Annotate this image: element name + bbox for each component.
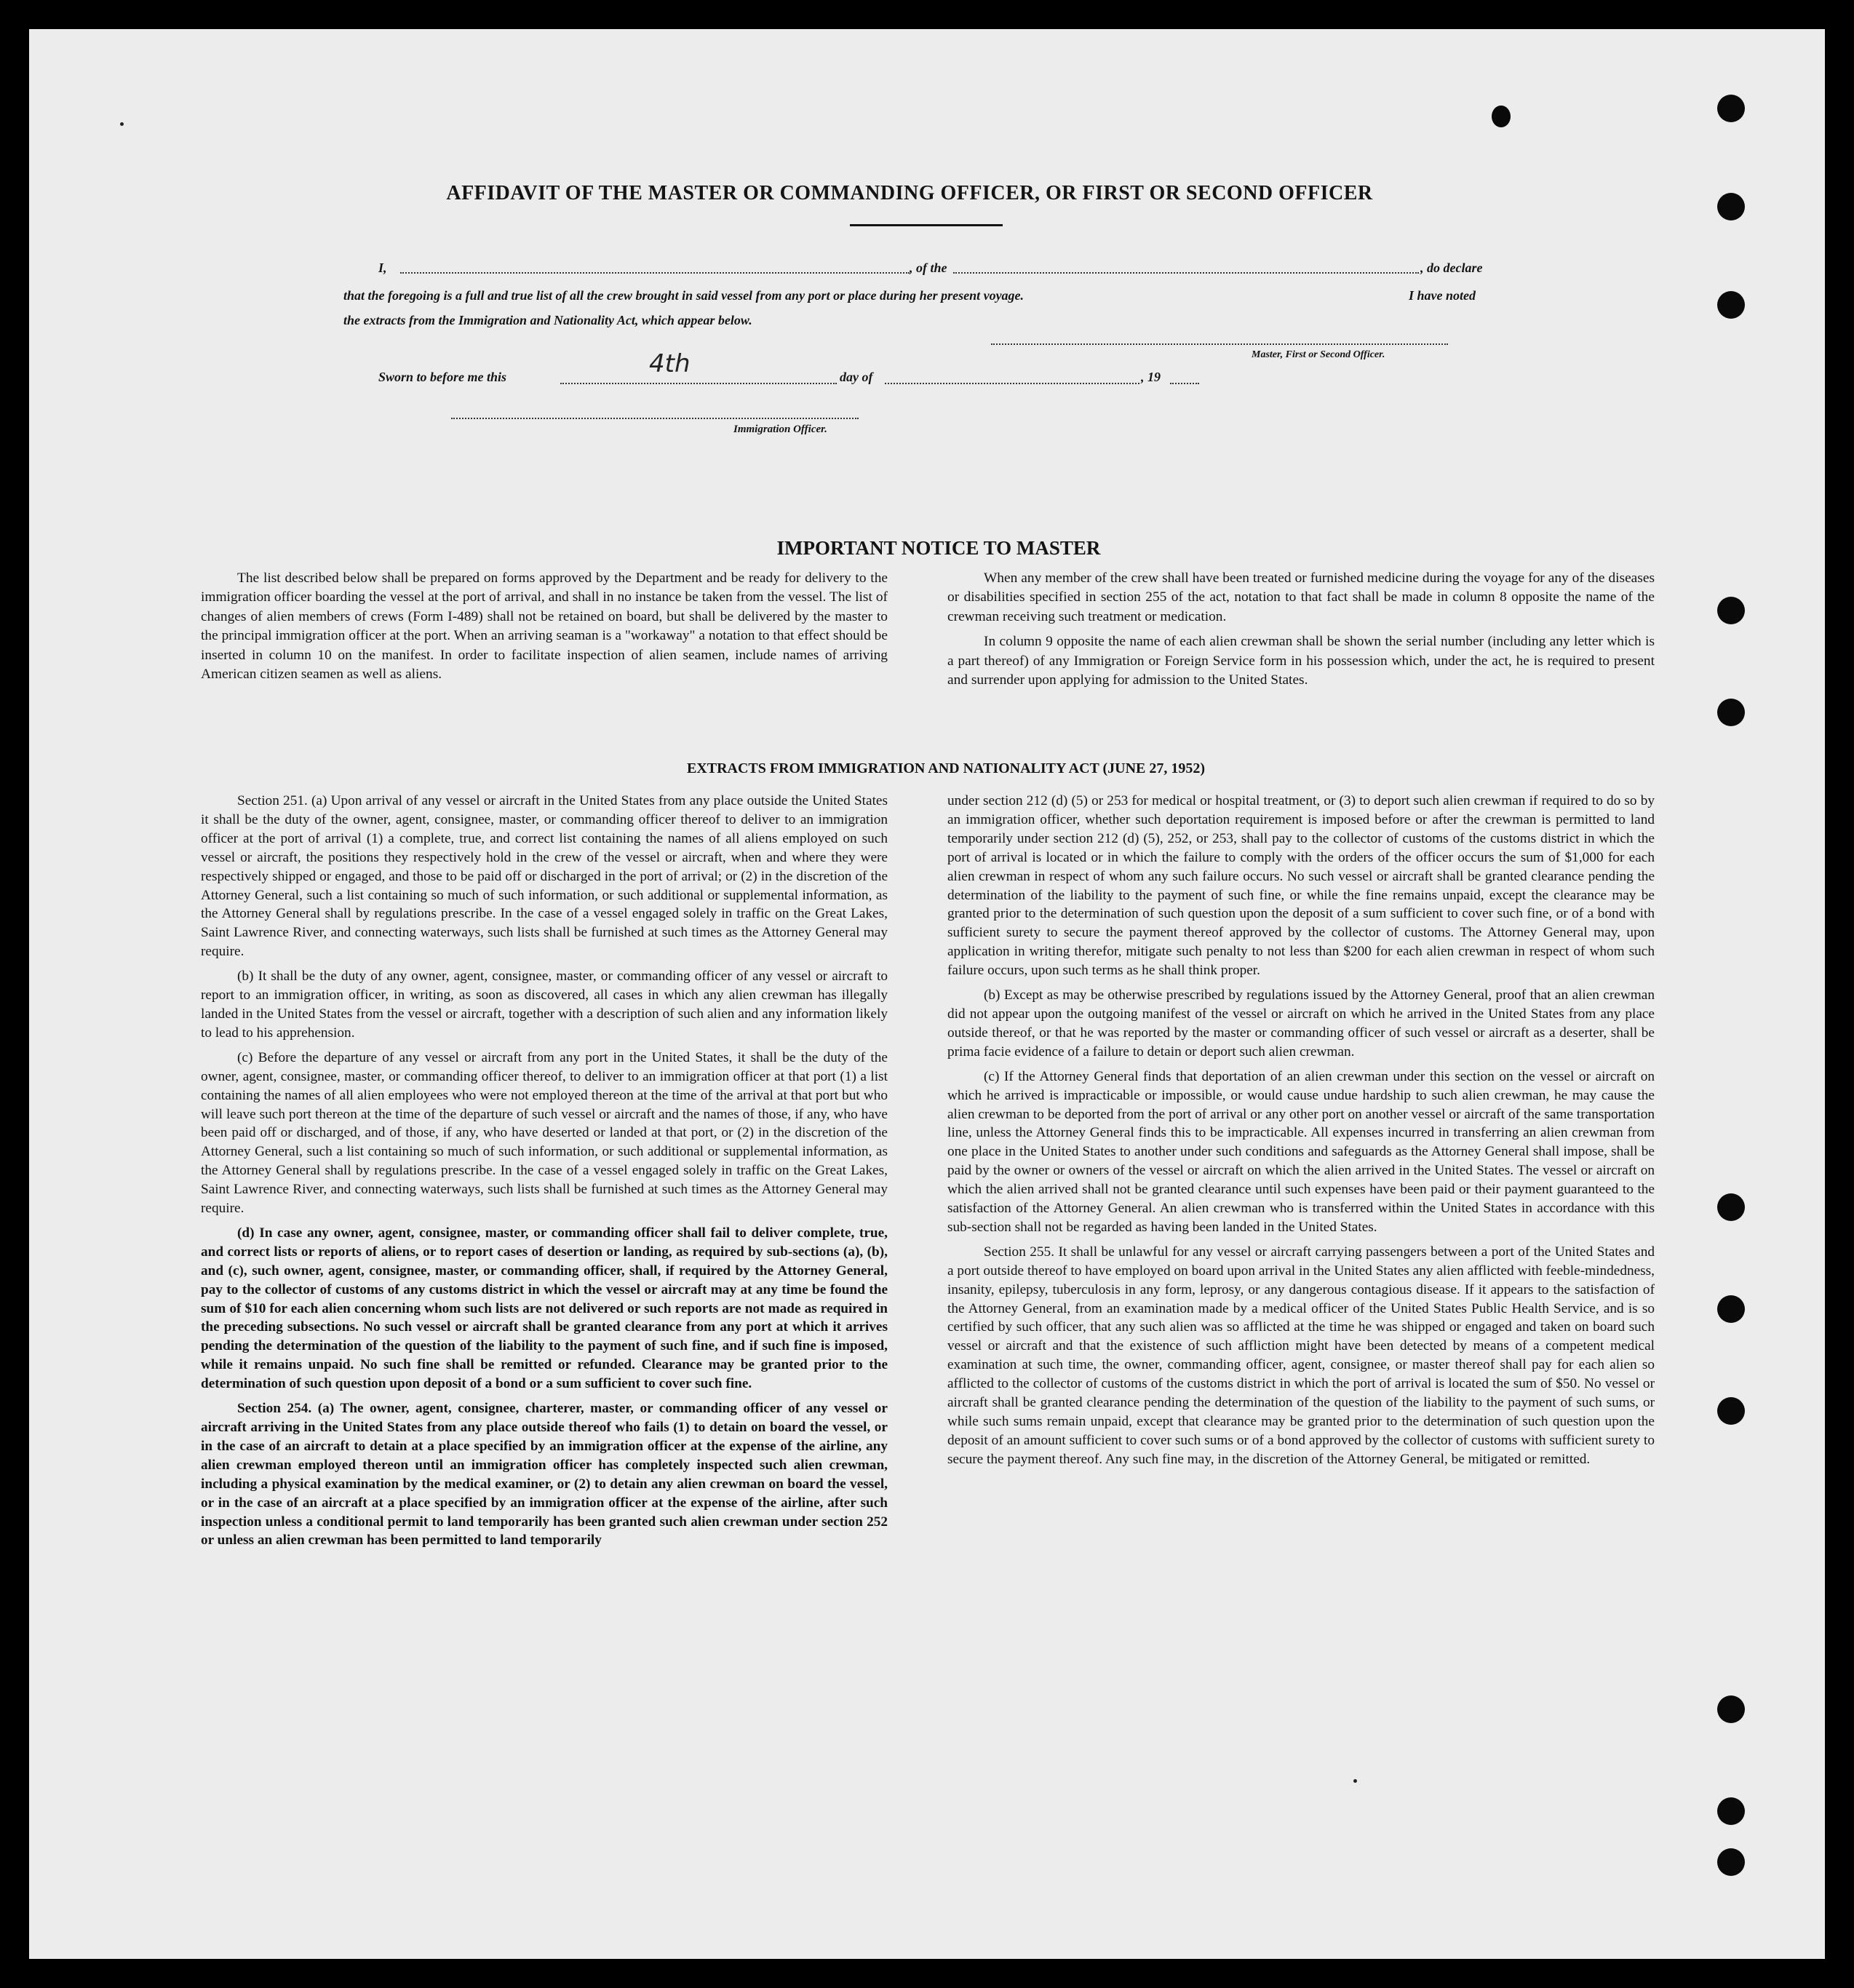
month-line[interactable] — [885, 383, 1139, 384]
punch-hole — [1717, 193, 1745, 220]
extracts-title: EXTRACTS FROM IMMIGRATION AND NATIONALITY ACT (JUNE 27, 1952) — [686, 760, 1206, 776]
notice-title: IMPORTANT NOTICE TO MASTER — [776, 537, 1101, 559]
notice-right-paragraph-1: When any member of the crew shall have been treated or furnished medicine during the voyage for any of the diseases or disabilities specified in section 255 of the act, notation to that fact shall be made in column 8 opposite the name of the crewman receiving such treatment or medication. — [947, 570, 1655, 624]
section-254-a-continued: under section 212 (d) (5) or 253 for medical or hospital treatment, or (3) to deport such alien crewman if required to do so by an immigration officer, whether such deportation requirement is imposed before or after the crewman is permitted to land temporarily under section 212 (d) (5), 252, or 253, shall pay to the collector of customs of the customs district in which the port of arrival is located or in which the failure to comply with the orders of the officer occurs the sum of $1,000 for each alien crewman in respect of whom any such failure occurs. No such vessel or aircraft shall be granted clearance pending the determination of the liability to the payment of such fine, or while the fine remains unpaid, except the clearance may be granted prior to the determination of such question upon the deposit of a sum sufficient to cover such fine, or of a bond with sufficient surety to secure the payment thereof approved by the collector of customs. The Attorney General may, upon application in writing therefor, mitigate such penalty to not less than $200 for each alien crewman in respect of whom such failure occurs, upon such terms as he shall think proper. — [947, 793, 1655, 979]
notice-right-paragraph-2: In column 9 opposite the name of each alien crewman shall be shown the serial number (including any letter which is a part thereof) of any Immigration or Foreign Service form in his possession which, under the act, he is required to present and surrender upon applying for admission to the United States. — [947, 634, 1655, 688]
notice-left-column — [201, 569, 888, 690]
section-254-c: (c) If the Attorney General finds that deportation of an alien crewman under this section on the vessel or aircraft on which he arrived is impracticable or impossible, or would cause undue hardship to such alien crewman, he may cause the alien crewman to be deported from the port of arrival or any other port on another vessel or aircraft of the same transportation line, unless the Attorney General finds this to be impracticable. All expenses incurred in transferring an alien crewman from one place in the United States to another under such conditions and safeguards as the Attorney General shall impose, shall be paid by the owner or owners of the vessel or aircraft on which the alien arrived in the United States. The vessel or aircraft on which the alien arrived shall not be granted clearance until such expenses have been paid or their payment guaranteed to the satisfaction of the Attorney General. An alien crewman who is transferred within the United States in accordance with this sub-section shall not be regarded as having been landed in the United States. — [947, 1068, 1655, 1235]
year-prefix: , 19 — [1141, 370, 1161, 384]
title-underline — [850, 224, 1003, 226]
punch-hole — [1717, 1397, 1745, 1425]
declaration-line-2: that the foregoing is a full and true list of all the crew brought in said vessel from any port or place during her present voyage. — [343, 288, 1025, 303]
punch-hole — [1717, 597, 1745, 624]
name-line[interactable] — [400, 272, 910, 274]
master-label: Master, First or Second Officer. — [1252, 349, 1385, 360]
sworn-label: Sworn to before me this — [378, 370, 507, 384]
notice-right-column — [947, 569, 1655, 696]
section-254-a: Section 254. (a) The owner, agent, consignee, charterer, master, or commanding officer of any vessel or aircraft arriving in the United States from any place outside thereof who fails (1) to detain on board the vessel, or in the case of an aircraft to detain at a place specified by an immigration officer at the expense of the airline, any alien crewman employed thereon until an immigration officer has completely inspected such alien crewman, including a physical examination by the medical examiner, or (2) to detain any alien crewman on board the vessel, or in the case of an aircraft at a place specified by an immigration officer at the expense of the airline, after such inspection unless a conditional permit to land temporarily has been granted such alien crewman under section 252 or unless an alien crewman has been permitted to land temporarily — [201, 1401, 888, 1548]
declaration-of-the: , of the — [910, 261, 947, 275]
declaration-i: I, — [378, 261, 387, 275]
declaration-line-3: the extracts from the Immigration and Nationality Act, which appear below. — [343, 313, 752, 327]
day-of-label: day of — [840, 370, 873, 384]
immigration-officer-signature-line[interactable] — [451, 418, 859, 419]
sworn-day-line[interactable] — [560, 383, 837, 384]
declaration-line-2b: I have noted — [1409, 288, 1476, 303]
punch-hole — [1492, 106, 1511, 127]
punch-hole — [1717, 1848, 1745, 1876]
speck — [1353, 1779, 1357, 1783]
section-251-d: (d) In case any owner, agent, consignee, master, or commanding officer shall fail to deliver complete, true, and correct lists or reports of aliens, or to report cases of desertion or landing, as required by sub-sections (a), (b), and (c), such owner, agent, consignee, master, or commanding officer, shall, if required by the Attorney General, pay to the collector of customs of any customs district in which the vessel or aircraft may at any time be found the sum of $10 for each alien concerning whom such lists are not delivered or such reports are not made as required in the preceding subsections. No such vessel or aircraft shall be granted clearance from any port at which it arrives pending the determination of the question of the liability to the payment of such fine, and if such fine is imposed, while it remains unpaid. No such fine shall be remitted or refunded. Clearance may be granted prior to the determination of such question upon deposit of a bond or a sum sufficient to cover such fine. — [201, 1225, 888, 1392]
punch-hole — [1717, 1695, 1745, 1723]
document-page — [29, 29, 1825, 1959]
punch-hole — [1717, 1193, 1745, 1221]
speck — [120, 122, 124, 126]
section-251-c: (c) Before the departure of any vessel or aircraft from any port in the United States, it shall be the duty of the owner, agent, consignee, master, or commanding officer thereof, to deliver to an immigration officer at that port (1) a list containing the names of all alien employees who were not employed thereon at the time of the arrival at that port but who will leave such port thereon at the time of the departure of such vessel or aircraft and the names of those, if any, who have been paid off or discharged, and of those, if any, who have deserted or landed at that port, or (2) in the discretion of the Attorney General, such a list containing so much of such information, or such additional or supplemental information, as the Attorney General shall by regulations prescribe. In the case of a vessel engaged solely in traffic on the Great Lakes, Saint Lawrence River, and connecting waterways, such lists shall be furnished at such times as the Attorney General may require. — [201, 1049, 888, 1217]
notice-left-paragraph: The list described below shall be prepared on forms approved by the Department and be ready for delivery to the immigration officer boarding the vessel at the port of arrival, and shall in no instance be taken from the vessel. The list of changes of alien members of crews (Form I-489) shall not be retained on board, but shall be delivered by the master to the principal immigration officer at the port. When an arriving seaman is a "workaway" a notation to that effect should be inserted in column 10 on the manifest. In order to facilitate inspection of alien seamen, include names of arriving American citizen seamen as well as aliens. — [201, 570, 888, 683]
immigration-officer-label: Immigration Officer. — [733, 424, 827, 435]
year-line[interactable] — [1170, 383, 1199, 384]
extracts-right-column — [947, 792, 1655, 1475]
declaration-do-declare: , do declare — [1420, 261, 1483, 275]
punch-hole — [1717, 291, 1745, 319]
sworn-day-value: 4th — [649, 349, 691, 378]
punch-hole — [1717, 95, 1745, 122]
section-255: Section 255. It shall be unlawful for any vessel or aircraft carrying passengers between a port of the United States and a port outside thereof to have employed on board upon arrival in the United States any alien afflicted with feeble-mindedness, insanity, epilepsy, tuberculosis in any form, leprosy, or any dangerous contagious disease. If it appears to the satisfaction of the Attorney General, from an examination made by a medical officer of the United States Public Health Service, and is so certified by such officer, that any such alien was so afflicted at the time he was shipped or engaged and taken on board such vessel or aircraft and that the existence of such affliction might have been detected by means of a competent medical examination at such time, the owner, commanding officer, agent, consignee, or master thereof shall pay for each alien so afflicted to the collector of customs of the customs district in which the port of arrival is located the sum of $50. No vessel or aircraft shall be granted clearance pending the determination of the question of the liability to the payment of such sums, or while such sums remain unpaid, except that clearance may be granted prior to the determination of such question upon the deposit of an amount sufficient to cover such sums or of a bond approved by the collector of customs with sufficient surety to secure the payment thereof. Any such fine may, in the discretion of the Attorney General, be mitigated or remitted. — [947, 1244, 1655, 1467]
extracts-left-column — [201, 792, 888, 1556]
master-signature-line[interactable] — [991, 343, 1448, 345]
section-251-b: (b) It shall be the duty of any owner, agent, consignee, master, or commanding officer of any vessel or aircraft to report to an immigration officer, in writing, as soon as discovered, all cases in which any alien crewman has illegally landed in the United States from the vessel or aircraft, together with a description of such alien and any information likely to lead to his apprehension. — [201, 969, 888, 1041]
vessel-line[interactable] — [953, 272, 1419, 274]
section-254-b: (b) Except as may be otherwise prescribed by regulations issued by the Attorney General, proof that an alien crewman did not appear upon the outgoing manifest of the vessel or aircraft on which he arrived in the United States from any place outside thereof, or that he was reported by the master or commanding officer of such vessel or aircraft as a deserter, shall be prima facie evidence of a failure to detain or deport such alien crewman. — [947, 987, 1655, 1059]
section-251-a: Section 251. (a) Upon arrival of any vessel or aircraft in the United States from any place outside the United States it shall be the duty of the owner, agent, consignee, master, or commanding officer thereof to deliver to an immigration officer at the port of arrival (1) a complete, true, and correct list containing the names of all aliens employed on such vessel or aircraft, the positions they respectively hold in the crew of the vessel or aircraft, when and where they were respectively shipped or engaged, and those to be paid off or discharged in the port of arrival; or (2) in the discretion of the Attorney General, such a list containing so much of such information, or such additional or supplemental information, as the Attorney General shall by regulations prescribe. In the case of a vessel engaged solely in traffic on the Great Lakes, Saint Lawrence River, and connecting waterways, such lists shall be furnished at such times as the Attorney General may require. — [201, 793, 888, 960]
punch-hole — [1717, 699, 1745, 726]
affidavit-title: AFFIDAVIT OF THE MASTER OR COMMANDING OFFICER, OR FIRST OR SECOND OFFICER — [446, 182, 1373, 204]
punch-hole — [1717, 1295, 1745, 1323]
punch-hole — [1717, 1797, 1745, 1825]
